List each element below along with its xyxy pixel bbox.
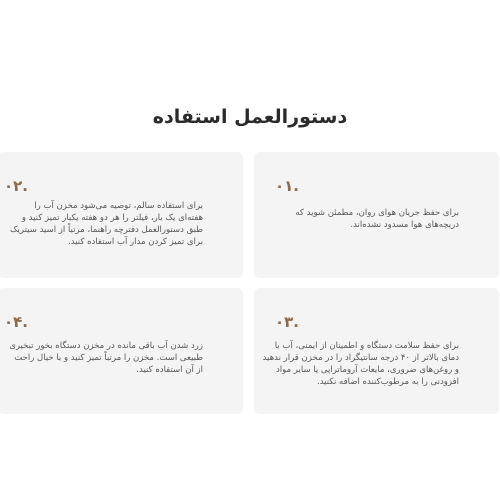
instruction-card-4 [0,288,243,414]
instruction-card-3 [254,288,499,414]
card-text: برای حفظ جریان هوای روان، مطمئن شوید که دریچه‌های هوا مسدود نشده‌اند. [295,208,459,230]
card-number: ۰۳. [274,313,299,331]
card-text: برای استفاده سالم، توصیه می‌شود مخزن آب را هفته‌ای یک بار، فیلتر را هر دو هفته یکبار تمیز کنید و طبق دستورالعمل دفترچه راهنما، مرتباً از اسید سیتریک برای تمیز کردن مدار آب استفاده کنید. [9,201,203,247]
card-number: ۰۴. [3,313,28,331]
card-text: زرد شدن آب باقی مانده در مخزن دستگاه بخور تبخیری طبیعی است. مخزن را مرتباً تمیز کنید و با خیال راحت از آن استفاده کنید. [9,341,203,375]
card-number: ۰۱. [274,177,299,195]
section-title: دستورالعمل استفاده [152,106,348,128]
card-number: ۰۲. [3,177,28,195]
instruction-card-2 [0,152,243,278]
instruction-card-1 [254,152,499,278]
card-text: برای حفظ سلامت دستگاه و اطمینان از ایمنی، آب با دمای بالاتر از ۴۰ درجه سانتیگراد را در مخزن قرار ندهید و روغن‌های ضروری، مایعات آروماتراپی یا سایر مواد افزودنی را به مرطوب‌کننده اضافه نکنید. [262,341,459,387]
